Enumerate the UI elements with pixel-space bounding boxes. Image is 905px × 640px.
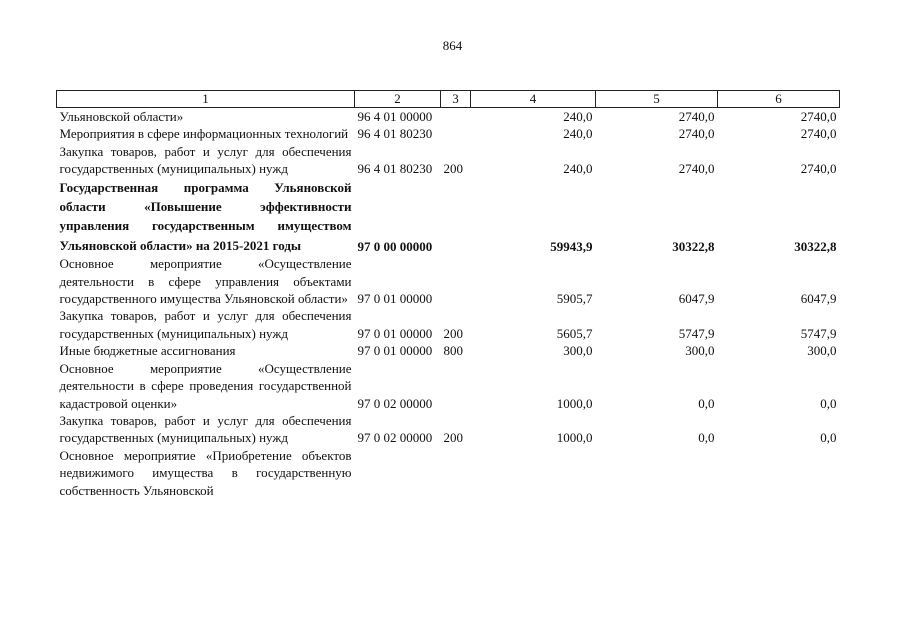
table-row [57,307,840,342]
header-cell-1: 1 [57,91,355,108]
row-name: Основное мероприятие «Приобретение объектов недвижимого имущества в государственную собственность Ульяновской [59,447,352,498]
header-row [57,91,840,108]
row-expense-type [441,108,471,126]
row-code: 97 0 01 00000 [357,343,433,359]
row-expense-type: 200 [443,161,463,177]
row-value-2021: 2740,0 [800,109,837,124]
row-value-2019: 1000,0 [556,430,593,446]
table-row [57,342,840,359]
row-expense-type [441,125,471,142]
budget-table [56,90,840,499]
row-expense-type [441,178,471,256]
row-value-2019: 1000,0 [556,395,593,411]
row-value-2020: 0,0 [698,430,715,446]
row-value-2021: 2740,0 [800,126,837,142]
row-value-2019: 300,0 [563,343,593,359]
row-value-2020: 5747,9 [678,325,715,341]
row-value-2020: 300,0 [685,343,715,359]
row-code: 97 0 00 00000 [357,238,433,254]
row-value-2021: 5747,9 [800,325,837,341]
row-value-2019: 240,0 [563,126,593,142]
table-row [57,108,840,126]
row-value-2021: 0,0 [820,430,837,446]
row-name: Закупка товаров, работ и услуг для обеспечения государственных (муниципальных) нужд [59,143,352,177]
row-value-2021 [718,447,840,499]
row-expense-type [441,447,471,499]
row-value-2019: 240,0 [563,109,593,124]
row-value-2019: 59943,9 [550,238,593,254]
row-value-2019: 5605,7 [556,325,593,341]
row-value-2021: 30322,8 [794,238,837,254]
header-cell-3: 3 [441,91,471,108]
row-expense-type: 200 [443,430,463,446]
row-value-2020 [596,447,718,499]
table-row [57,178,840,256]
row-expense-type [441,255,471,307]
table-header [57,91,840,108]
table-row [57,255,840,307]
header-cell-5: 5 [596,91,718,108]
row-value-2020: 2740,0 [678,109,715,124]
row-code: 97 0 01 00000 [357,291,433,307]
header-cell-2: 2 [355,91,441,108]
row-value-2019: 240,0 [563,161,593,177]
row-value-2020: 2740,0 [678,161,715,177]
row-value-2020: 6047,9 [678,291,715,307]
row-value-2021: 300,0 [807,343,837,359]
page-number: 864 [442,38,463,53]
header-cell-4: 4 [471,91,596,108]
table-row [57,143,840,178]
row-code: 96 4 01 80230 [357,161,433,177]
row-code: 97 0 02 00000 [357,395,433,411]
row-expense-type: 200 [443,325,463,341]
row-name: Основное мероприятие «Осуществление деятельности в сфере управления объектами государственного имущества Ульяновской области» [59,256,352,307]
row-value-2021: 2740,0 [800,161,837,177]
row-value-2019: 5905,7 [556,291,593,307]
row-name: Государственная программа Ульяновской области «Повышение эффективности управления государственным имуществом Ульяновской области» на 2015-2021 годы [59,179,352,253]
table-row [57,447,840,499]
header-cell-6: 6 [718,91,840,108]
row-value-2020: 2740,0 [678,126,715,142]
row-name: Иные бюджетные ассигнования [59,343,236,359]
row-code: 97 0 01 00000 [357,325,433,341]
table-body [57,108,840,499]
table-row [57,412,840,447]
row-value-2019 [471,447,596,499]
row-expense-type: 800 [443,343,463,359]
row-code: 96 4 01 00000 [357,109,433,124]
row-name: Мероприятия в сфере информационных технологий [59,126,349,142]
row-name: Основное мероприятие «Осуществление деятельности в сфере проведения государственной кадастровой оценки» [59,360,352,411]
row-name: Закупка товаров, работ и услуг для обеспечения государственных (муниципальных) нужд [59,412,352,446]
row-value-2020: 0,0 [698,395,715,411]
row-code [355,447,441,499]
row-value-2020: 30322,8 [672,238,715,254]
row-name: Ульяновской области» [59,109,184,124]
row-value-2021: 0,0 [820,395,837,411]
row-name: Закупка товаров, работ и услуг для обеспечения государственных (муниципальных) нужд [59,308,352,341]
table-row [57,360,840,412]
row-code: 96 4 01 80230 [357,126,433,142]
table-row [57,125,840,142]
row-value-2021: 6047,9 [800,291,837,307]
row-expense-type [441,360,471,412]
row-code: 97 0 02 00000 [357,430,433,446]
